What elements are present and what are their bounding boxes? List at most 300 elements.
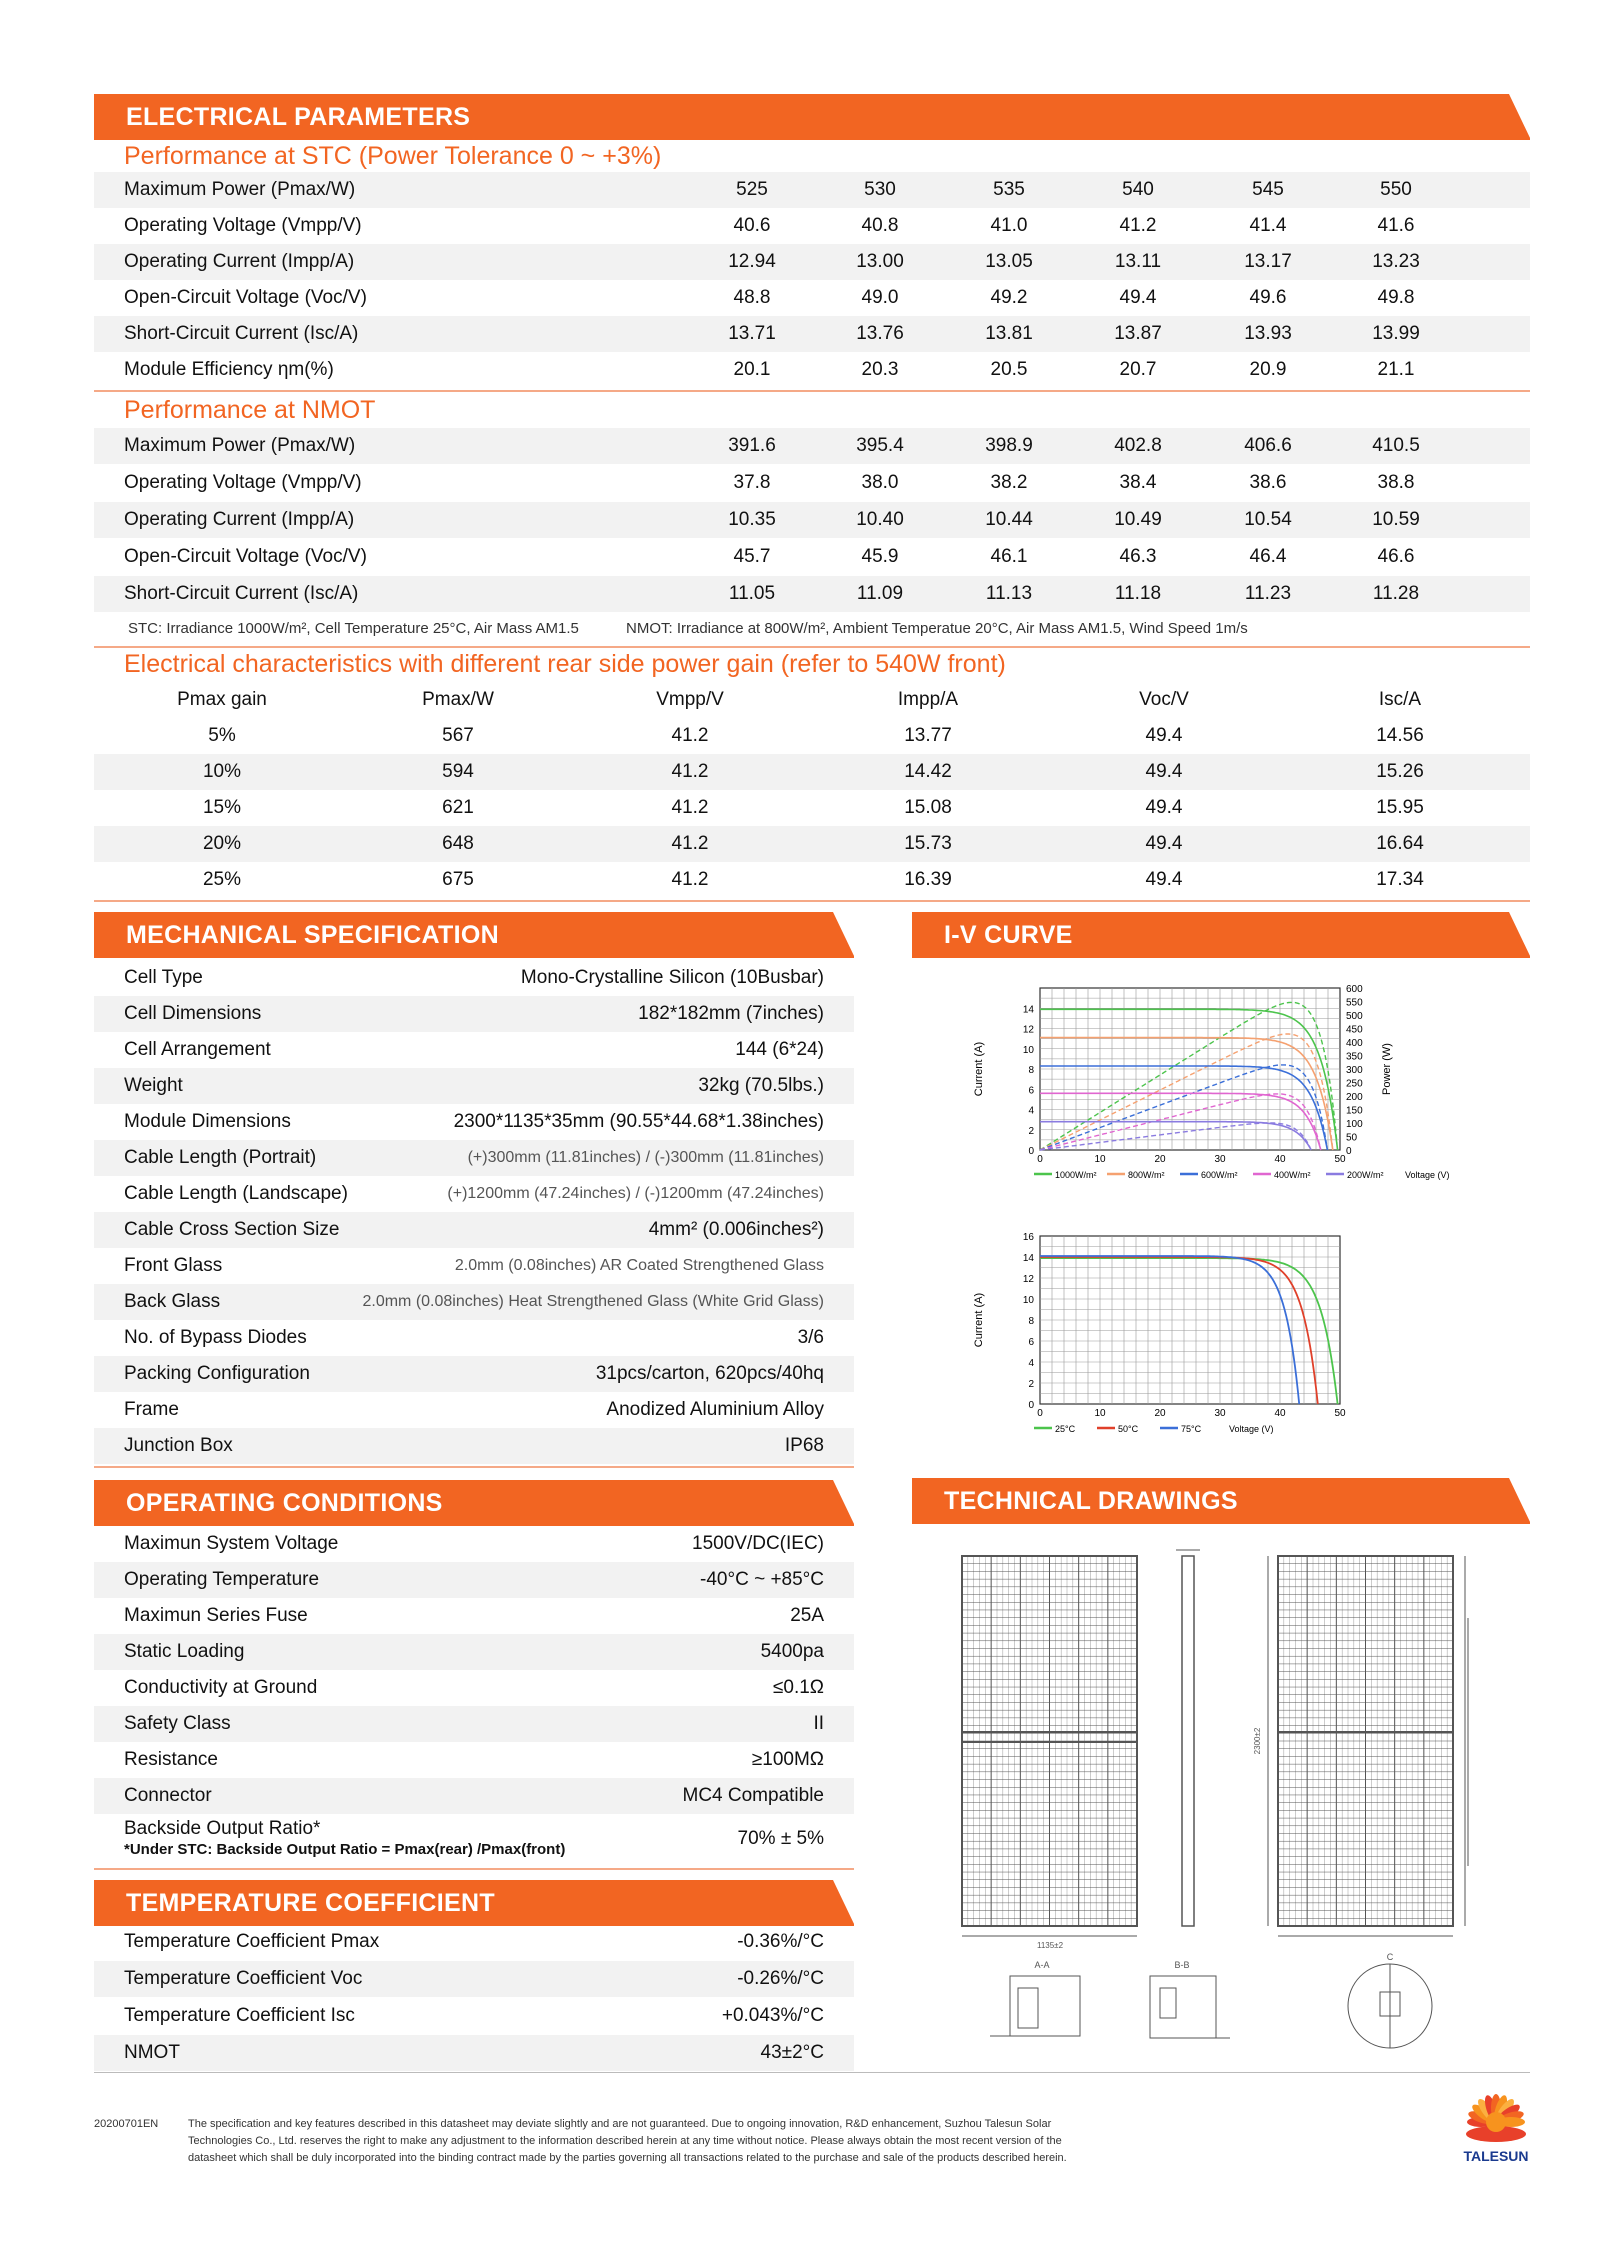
technical-drawing — [950, 1536, 1490, 2056]
table-cell: 13.76 — [856, 323, 904, 344]
y-tick-label: 16 — [1022, 1232, 1034, 1243]
table-row — [94, 208, 1530, 244]
table-cell: 49.2 — [990, 287, 1028, 308]
x-tick-label: 50 — [1334, 1154, 1346, 1165]
x-tick-label: 50 — [1334, 1408, 1346, 1419]
row-value: (+)300mm (11.81inches) / (-)300mm (11.81inches) — [467, 1149, 824, 1166]
gain-column-header: Impp/A — [897, 689, 959, 710]
module-back-view — [1268, 1556, 1468, 1936]
y2-tick-label: 500 — [1346, 1011, 1363, 1022]
table-cell: 17.34 — [1376, 869, 1424, 890]
table-cell: 13.00 — [856, 251, 904, 272]
table-cell: 41.0 — [990, 215, 1028, 236]
row-value: -0.36%/°C — [737, 1931, 824, 1952]
table-cell: 45.7 — [733, 546, 771, 567]
table-cell: 13.99 — [1372, 323, 1420, 344]
table-cell: 545 — [1252, 179, 1284, 200]
row-label: NMOT — [124, 2042, 180, 2063]
table-cell: 530 — [864, 179, 896, 200]
table-cell: 38.2 — [990, 472, 1028, 493]
table-row — [94, 1140, 854, 1176]
row-label: Operating Temperature — [124, 1569, 320, 1590]
table-cell: 41.2 — [671, 797, 709, 818]
table-row — [94, 244, 1530, 280]
table-row — [94, 1392, 854, 1428]
table-row — [94, 502, 1530, 538]
table-cell: 675 — [442, 869, 474, 890]
divider — [94, 390, 1530, 392]
gain-column-header: Pmax gain — [177, 689, 267, 710]
table-cell: 13.93 — [1244, 323, 1292, 344]
row-value: II — [813, 1713, 824, 1734]
legend-entry: 25°C — [1055, 1424, 1076, 1434]
row-label: Temperature Coefficient Isc — [124, 2005, 355, 2026]
divider — [94, 646, 1530, 648]
table-cell: 10.59 — [1372, 509, 1420, 530]
table-cell: 567 — [442, 725, 474, 746]
gain-table — [94, 682, 1530, 898]
detail-c-label: C — [1386, 1952, 1394, 1962]
table-row — [94, 1212, 854, 1248]
table-cell: 20% — [202, 833, 242, 854]
x-tick-label: 30 — [1214, 1408, 1226, 1419]
table-cell: 21.1 — [1377, 359, 1415, 380]
front-width-label: 1135±2 — [1036, 1941, 1064, 1950]
iv-curve-chart-temperature — [960, 1226, 1480, 1456]
stc-note: STC: Irradiance 1000W/m², Cell Temperature 25°C, Air Mass AM1.5 — [128, 620, 579, 637]
table-row — [94, 1068, 854, 1104]
table-cell: 540 — [1122, 179, 1154, 200]
row-label: Short-Circuit Current (Isc/A) — [124, 323, 359, 344]
row-label: Cable Cross Section Size — [124, 1219, 340, 1240]
table-cell: 38.8 — [1377, 472, 1415, 493]
y-axis-label: Current (A) — [973, 1041, 985, 1097]
row-label: Packing Configuration — [124, 1363, 310, 1384]
table-row — [94, 718, 1530, 754]
table-cell: 10.40 — [856, 509, 904, 530]
table-row — [94, 576, 1530, 612]
height-label: 2300±2 — [1253, 1727, 1262, 1755]
legend-entry: 75°C — [1181, 1424, 1202, 1434]
table-cell: 10.35 — [728, 509, 776, 530]
gain-column-header: Pmax/W — [422, 689, 494, 710]
gain-title: Electrical characteristics with different rear side power gain (refer to 540W front) — [124, 650, 1006, 678]
y2-tick-label: 100 — [1346, 1119, 1363, 1130]
gain-column-header: Vmpp/V — [656, 689, 724, 710]
table-cell: 46.6 — [1377, 546, 1415, 567]
table-row — [94, 539, 1530, 575]
row-value: 25A — [790, 1605, 824, 1626]
table-row — [94, 316, 1530, 352]
row-value: 43±2°C — [760, 2042, 824, 2063]
row-value: 182*182mm (7inches) — [638, 1003, 824, 1024]
table-cell: 49.4 — [1145, 725, 1183, 746]
table-cell: 38.0 — [861, 472, 899, 493]
table-cell: 391.6 — [728, 435, 776, 456]
table-cell: 49.4 — [1145, 761, 1183, 782]
table-row — [94, 428, 1530, 464]
table-row — [94, 1670, 854, 1706]
table-cell: 11.18 — [1114, 583, 1162, 604]
table-cell: 20.9 — [1249, 359, 1287, 380]
row-label: Temperature Coefficient Pmax — [124, 1931, 380, 1952]
table-row — [94, 1176, 854, 1212]
legend-entry: 1000W/m² — [1055, 1170, 1097, 1180]
row-value: 5400pa — [760, 1641, 824, 1662]
row-value: 2.0mm (0.08inches) Heat Strengthened Glass (White Grid Glass) — [362, 1293, 824, 1310]
table-row — [94, 352, 1530, 388]
row-label: Connector — [124, 1785, 212, 1806]
row-label: Safety Class — [124, 1713, 231, 1734]
legend-entry: 400W/m² — [1274, 1170, 1311, 1180]
section-a-a — [990, 1976, 1080, 2036]
table-row — [94, 1924, 854, 1960]
row-label: Cell Arrangement — [124, 1039, 271, 1060]
table-cell: 13.23 — [1372, 251, 1420, 272]
backside-label: Backside Output Ratio* — [124, 1818, 321, 1839]
y-tick-label: 8 — [1028, 1316, 1034, 1327]
table-cell: 410.5 — [1372, 435, 1420, 456]
row-label: Weight — [124, 1075, 183, 1096]
legend-entry: 600W/m² — [1201, 1170, 1238, 1180]
nmot-table — [94, 428, 1530, 613]
table-cell: 11.09 — [856, 583, 904, 604]
x-tick-label: 10 — [1094, 1408, 1106, 1419]
y-tick-label: 12 — [1022, 1024, 1034, 1036]
table-cell: 594 — [442, 761, 474, 782]
mechanical-header: MECHANICAL SPECIFICATION — [94, 912, 854, 958]
table-cell: 45.9 — [861, 546, 899, 567]
table-row — [94, 1320, 854, 1356]
table-cell: 15% — [202, 797, 242, 818]
y2-tick-label: 150 — [1346, 1105, 1363, 1117]
table-cell: 40.6 — [733, 215, 771, 236]
gain-column-header: Voc/V — [1139, 689, 1189, 710]
y-axis-label: Current (A) — [973, 1292, 985, 1348]
table-cell: 5% — [208, 725, 236, 746]
row-label: Module Dimensions — [124, 1111, 291, 1132]
y2-tick-label: 350 — [1346, 1051, 1363, 1063]
row-label: Open-Circuit Voltage (Voc/V) — [124, 546, 367, 567]
iv-curve-header: I-V CURVE — [912, 912, 1530, 958]
row-value: 144 (6*24) — [735, 1039, 824, 1060]
section-b-label: B-B — [1174, 1960, 1190, 1970]
operating-header: OPERATING CONDITIONS — [94, 1480, 854, 1526]
table-row — [94, 996, 854, 1032]
y2-tick-label: 450 — [1346, 1024, 1363, 1036]
row-value: 4mm² (0.006inches²) — [648, 1219, 824, 1240]
y2-tick-label: 300 — [1346, 1065, 1363, 1076]
table-cell: 16.64 — [1376, 833, 1424, 854]
table-row — [94, 1778, 854, 1814]
y-tick-label: 2 — [1028, 1125, 1034, 1137]
table-row — [94, 826, 1530, 862]
table-cell: 49.0 — [861, 287, 899, 308]
row-value: ≥100MΩ — [751, 1749, 824, 1770]
table-row — [94, 1998, 854, 2034]
y-tick-label: 10 — [1022, 1044, 1034, 1056]
table-row — [94, 1428, 854, 1464]
y2-tick-label: 200 — [1346, 1092, 1363, 1103]
module-side-view — [1176, 1550, 1200, 1926]
x-tick-label: 30 — [1214, 1154, 1226, 1165]
module-front-view — [962, 1556, 1137, 1936]
table-cell: 13.11 — [1114, 251, 1162, 272]
row-label: Maximum Power (Pmax/W) — [124, 179, 356, 200]
row-value: 31pcs/carton, 620pcs/40hq — [595, 1363, 824, 1384]
row-label: Short-Circuit Current (Isc/A) — [124, 583, 359, 604]
y2-tick-label: 50 — [1346, 1132, 1358, 1144]
row-label: Back Glass — [124, 1291, 221, 1312]
table-cell: 10% — [202, 761, 242, 782]
table-row — [94, 1356, 854, 1392]
table-cell: 15.95 — [1376, 797, 1424, 818]
x-tick-label: 40 — [1274, 1408, 1286, 1419]
x-axis-label: Voltage (V) — [1229, 1424, 1274, 1434]
row-label: Maximun System Voltage — [124, 1533, 339, 1554]
divider — [94, 2072, 1530, 2073]
row-value: +0.043%/°C — [721, 2005, 824, 2026]
row-value: 2.0mm (0.08inches) AR Coated Strengthened Glass — [454, 1257, 824, 1274]
table-row — [94, 862, 1530, 898]
divider — [94, 900, 1530, 902]
legend-entry: 200W/m² — [1347, 1170, 1384, 1180]
row-label: Operating Current (Impp/A) — [124, 251, 355, 272]
table-cell: 398.9 — [985, 435, 1033, 456]
table-cell: 49.4 — [1145, 869, 1183, 890]
row-label: Operating Current (Impp/A) — [124, 509, 355, 530]
table-row — [94, 790, 1530, 826]
table-cell: 46.1 — [990, 546, 1028, 567]
table-cell: 49.4 — [1145, 797, 1183, 818]
table-row — [94, 1706, 854, 1742]
row-label: Junction Box — [124, 1435, 233, 1456]
table-row — [94, 1104, 854, 1140]
table-cell: 12.94 — [728, 251, 776, 272]
row-label: Module Efficiency ηm(%) — [124, 359, 334, 380]
y-tick-label: 8 — [1028, 1065, 1034, 1076]
table-cell: 15.26 — [1376, 761, 1424, 782]
table-cell: 11.13 — [985, 583, 1033, 604]
row-value: 1500V/DC(IEC) — [692, 1533, 824, 1554]
table-cell: 38.4 — [1119, 472, 1157, 493]
y2-axis-label: Power (W) — [1381, 1043, 1393, 1095]
y-tick-label: 2 — [1028, 1379, 1034, 1390]
table-row — [94, 280, 1530, 316]
row-label: Open-Circuit Voltage (Voc/V) — [124, 287, 367, 308]
table-cell: 41.2 — [671, 725, 709, 746]
x-tick-label: 10 — [1094, 1154, 1106, 1165]
backside-value: 70% ± 5% — [737, 1828, 824, 1849]
row-label: Frame — [124, 1399, 179, 1420]
row-label: Cell Dimensions — [124, 1003, 262, 1024]
x-tick-label: 0 — [1037, 1154, 1043, 1165]
table-cell: 11.05 — [728, 583, 776, 604]
row-label: Operating Voltage (Vmpp/V) — [124, 215, 362, 236]
brand-name: TALESUN — [1463, 2148, 1529, 2164]
table-row — [94, 1284, 854, 1320]
section-b-b — [1150, 1976, 1230, 2038]
nmot-title: Performance at NMOT — [124, 396, 376, 424]
table-row — [94, 1598, 854, 1634]
x-axis-label: Voltage (V) — [1405, 1170, 1450, 1180]
table-cell: 41.4 — [1249, 215, 1287, 236]
table-cell: 49.4 — [1145, 833, 1183, 854]
row-value: Anodized Aluminium Alloy — [606, 1399, 824, 1420]
table-cell: 49.8 — [1377, 287, 1415, 308]
table-cell: 41.6 — [1377, 215, 1415, 236]
table-cell: 49.4 — [1119, 287, 1157, 308]
table-cell: 13.81 — [985, 323, 1033, 344]
divider — [94, 1466, 854, 1468]
stc-table — [94, 172, 1530, 388]
table-cell: 395.4 — [856, 435, 904, 456]
table-cell: 525 — [736, 179, 768, 200]
table-row — [94, 1742, 854, 1778]
table-cell: 11.23 — [1244, 583, 1292, 604]
row-value: 3/6 — [797, 1327, 824, 1348]
table-row — [94, 1961, 854, 1997]
table-row — [94, 1032, 854, 1068]
table-cell: 20.1 — [733, 359, 771, 380]
table-row — [94, 1634, 854, 1670]
y-tick-label: 6 — [1028, 1085, 1034, 1097]
table-cell: 25% — [202, 869, 242, 890]
table-cell: 535 — [993, 179, 1025, 200]
footer-code: 20200701EN — [94, 2118, 159, 2130]
x-tick-label: 40 — [1274, 1154, 1286, 1165]
row-label: Maximum Power (Pmax/W) — [124, 435, 356, 456]
y-tick-label: 14 — [1022, 1004, 1034, 1016]
y2-tick-label: 600 — [1346, 984, 1363, 995]
table-cell: 20.3 — [861, 359, 899, 380]
table-cell: 16.39 — [904, 869, 952, 890]
table-row — [94, 2035, 854, 2071]
row-value: 2300*1135*35mm (90.55*44.68*1.38inches) — [453, 1111, 824, 1132]
row-label: Front Glass — [124, 1255, 223, 1276]
gain-column-header: Isc/A — [1378, 689, 1422, 710]
y-tick-label: 14 — [1022, 1253, 1034, 1264]
row-label: Cable Length (Landscape) — [124, 1183, 348, 1204]
y2-tick-label: 550 — [1346, 997, 1363, 1009]
stc-title: Performance at STC (Power Tolerance 0 ~ +3%) — [124, 142, 662, 170]
row-label: Cell Type — [124, 967, 203, 988]
row-label: Resistance — [124, 1749, 218, 1770]
table-cell: 46.4 — [1249, 546, 1287, 567]
row-value: 32kg (70.5lbs.) — [698, 1075, 824, 1096]
backside-row — [94, 1814, 854, 1864]
y-tick-label: 12 — [1022, 1274, 1034, 1285]
detail-c — [1348, 1964, 1432, 2048]
table-cell: 37.8 — [733, 472, 771, 493]
table-cell: 41.2 — [1119, 215, 1157, 236]
backside-note: *Under STC: Backside Output Ratio = Pmax(rear) /Pmax(front) — [124, 1841, 566, 1858]
table-row — [94, 1248, 854, 1284]
x-tick-label: 20 — [1154, 1408, 1166, 1419]
table-cell: 13.87 — [1114, 323, 1162, 344]
table-row — [94, 754, 1530, 790]
section-a-label: A-A — [1034, 1960, 1050, 1970]
table-cell: 14.56 — [1376, 725, 1424, 746]
row-value: MC4 Compatible — [682, 1785, 824, 1806]
row-value: (+)1200mm (47.24inches) / (-)1200mm (47.24inches) — [447, 1185, 824, 1202]
row-value: ≤0.1Ω — [772, 1677, 824, 1698]
table-cell: 41.2 — [671, 869, 709, 890]
table-cell: 14.42 — [904, 761, 952, 782]
table-cell: 40.8 — [861, 215, 899, 236]
table-cell: 41.2 — [671, 833, 709, 854]
table-cell: 10.49 — [1114, 509, 1162, 530]
operating-table — [94, 1526, 854, 1866]
table-cell: 20.7 — [1119, 359, 1157, 380]
table-cell: 41.2 — [671, 761, 709, 782]
table-cell: 648 — [442, 833, 474, 854]
x-tick-label: 0 — [1037, 1408, 1043, 1419]
table-cell: 13.77 — [904, 725, 952, 746]
nmot-note: NMOT: Irradiance at 800W/m², Ambient Temperatue 20°C, Air Mass AM1.5, Wind Speed 1m/s — [626, 620, 1248, 637]
table-cell: 406.6 — [1244, 435, 1292, 456]
table-row — [94, 172, 1530, 208]
technical-drawings-header: TECHNICAL DRAWINGS — [912, 1478, 1530, 1524]
table-cell: 550 — [1380, 179, 1412, 200]
row-value: -40°C ~ +85°C — [700, 1569, 824, 1590]
table-row — [94, 1526, 854, 1562]
row-value: -0.26%/°C — [737, 1968, 824, 1989]
mechanical-table — [94, 960, 854, 1465]
table-cell: 10.54 — [1244, 509, 1292, 530]
iv-curve-chart-irradiance — [960, 978, 1480, 1218]
table-row — [94, 960, 854, 996]
row-label: Operating Voltage (Vmpp/V) — [124, 472, 362, 493]
table-cell: 15.73 — [904, 833, 952, 854]
row-label: Conductivity at Ground — [124, 1677, 318, 1698]
row-label: No. of Bypass Diodes — [124, 1327, 307, 1348]
row-label: Cable Length (Portrait) — [124, 1147, 317, 1168]
table-cell: 402.8 — [1114, 435, 1162, 456]
table-cell: 48.8 — [733, 287, 771, 308]
table-row — [94, 1562, 854, 1598]
table-cell: 46.3 — [1119, 546, 1157, 567]
legend-entry: 50°C — [1118, 1424, 1139, 1434]
y2-tick-label: 0 — [1346, 1146, 1352, 1157]
y-tick-label: 6 — [1028, 1337, 1034, 1348]
y-tick-label: 0 — [1028, 1400, 1034, 1411]
table-cell: 10.44 — [985, 509, 1033, 530]
row-value: Mono-Crystalline Silicon (10Busbar) — [520, 967, 824, 988]
table-cell: 38.6 — [1249, 472, 1287, 493]
table-cell: 20.5 — [990, 359, 1028, 380]
row-value: IP68 — [784, 1435, 824, 1456]
legend-entry: 800W/m² — [1128, 1170, 1165, 1180]
table-cell: 15.08 — [904, 797, 952, 818]
table-cell: 13.17 — [1244, 251, 1292, 272]
y-tick-label: 10 — [1022, 1295, 1034, 1306]
table-cell: 11.28 — [1372, 583, 1420, 604]
temperature-table — [94, 1924, 854, 2072]
table-cell: 621 — [442, 797, 474, 818]
y-tick-label: 0 — [1028, 1146, 1034, 1157]
temperature-header: TEMPERATURE COEFFICIENT — [94, 1880, 854, 1926]
row-label: Temperature Coefficient Voc — [124, 1968, 363, 1989]
x-tick-label: 20 — [1154, 1154, 1166, 1165]
table-cell: 13.71 — [728, 323, 776, 344]
table-row — [94, 465, 1530, 501]
row-label: Maximun Series Fuse — [124, 1605, 308, 1626]
table-cell: 49.6 — [1249, 287, 1287, 308]
y-tick-label: 4 — [1028, 1105, 1034, 1117]
divider — [94, 1868, 854, 1870]
electrical-parameters-header: ELECTRICAL PARAMETERS — [94, 94, 1530, 140]
